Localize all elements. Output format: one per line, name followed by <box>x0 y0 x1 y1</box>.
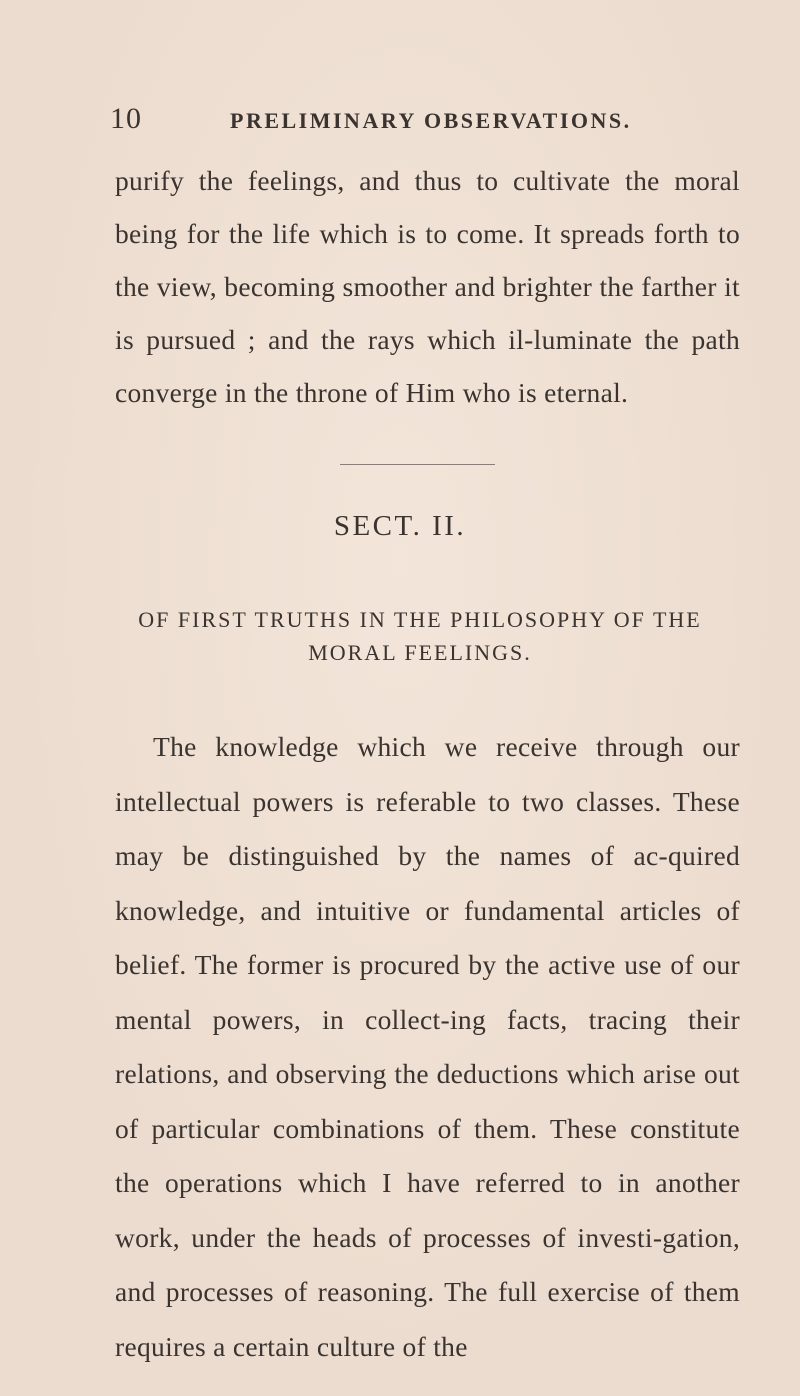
running-head <box>110 102 750 142</box>
paragraph-body: The knowledge which we receive through our intellectual powers is referable to two classes. These may be distinguished by the names of ac-quired knowledge, and intuitive or fundamental articles of belief. The former is procured by the active use of our mental powers, in collect-ing facts, tracing their relations, and observing the deductions which arise out of particular combinations of them. These constitute the operations which I have referred to in another work, under the heads of processes of investi-gation, and processes of reasoning. The full exercise of them requires a certain culture of the <box>115 731 740 1362</box>
section-heading-line-1: OF FIRST TRUTHS IN THE PHILOSOPHY OF THE <box>138 607 702 632</box>
paragraph-continuation: purify the feelings, and thus to cultivate the moral being for the life which is to come. It spreads forth to the view, becoming smoother and brighter the farther it is pursued ; and the rays which il-luminate the path converge in the throne of Him who is eternal. <box>115 165 740 408</box>
section-number: SECT. II. <box>333 510 467 542</box>
section-heading-line-2: MORAL FEELINGS. <box>308 640 532 665</box>
running-title: PRELIMINARY OBSERVATIONS. <box>230 108 632 133</box>
section-heading <box>100 603 740 669</box>
page-number: 10 <box>110 102 142 135</box>
section-divider-rule <box>340 464 495 465</box>
